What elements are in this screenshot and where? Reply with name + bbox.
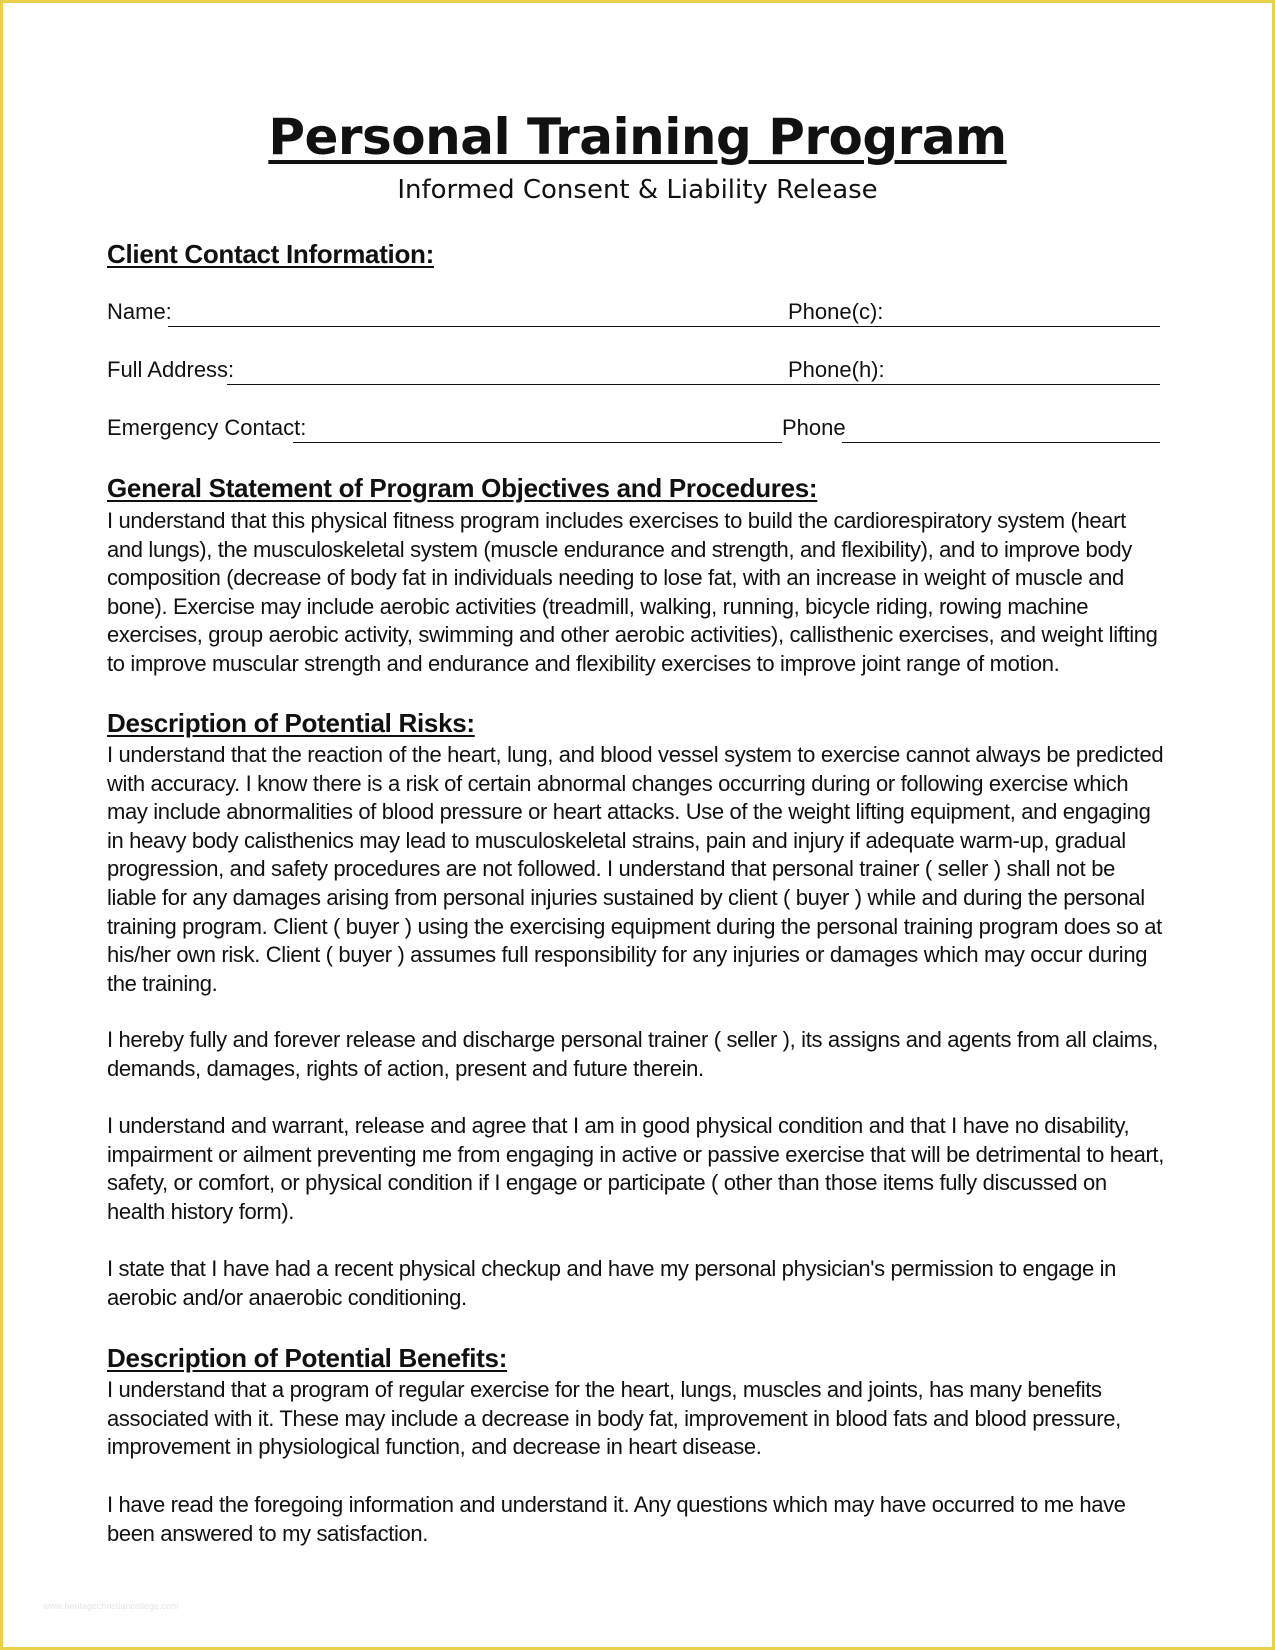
emergency-phone-label: Phone <box>782 415 846 440</box>
phone-cell-field[interactable] <box>788 326 1160 327</box>
emergency-row <box>107 413 1160 443</box>
emergency-contact-field[interactable] <box>293 442 782 443</box>
name-row <box>107 297 1160 327</box>
address-label: Full Address: <box>107 357 235 382</box>
phone-home-field[interactable] <box>788 384 1160 385</box>
risks-paragraph-2: I hereby fully and forever release and discharge personal trainer ( seller ), its assigns and agents from all claims, demands, damages, rights of action, present and future therein. <box>107 1027 1159 1081</box>
emergency-contact-label: Emergency Contact: <box>107 415 307 440</box>
watermark-text: www.heritagechristiancollege.com <box>43 1601 179 1611</box>
risks-paragraph-1: I understand that the reaction of the heart, lung, and blood vessel system to exercise cannot always be predicted with accuracy. I know there is a risk of certain abnormal changes occurring during or following exercise which may include abnormalities of blood pressure or heart attacks. Use of the weight lifting equipment, and engaging in heavy body calisthenics may lead to musculoskeletal strains, pain and injury if adequate warm-up, gradual progression, and safety procedures are not followed. I understand that personal trainer ( seller ) shall not be liable for any damages arising from personal injuries sustained by client ( buyer ) while and during the personal training program. Client ( buyer ) using the exercising equipment during the personal training program does so at his/her own risk. Client ( buyer ) assumes full responsibility for any injuries or damages which may occur during the training. <box>107 742 1164 996</box>
risks-heading: Description of Potential Risks: <box>107 708 475 738</box>
contact-heading: Client Contact Information: <box>107 239 434 269</box>
benefits-paragraph-2: I have read the foregoing information and understand it. Any questions which may have occurred to me have been answered to my satisfaction. <box>107 1492 1126 1546</box>
objectives-heading: General Statement of Program Objectives and Procedures: <box>107 473 818 503</box>
benefits-paragraph-1: I understand that a program of regular exercise for the heart, lungs, muscles and joints, has many benefits associated with it. These may include a decrease in body fat, improvement in blood fats and blood pressure, improvement in physiological function, and decrease in heart disease. <box>107 1377 1121 1460</box>
objectives-paragraph: I understand that this physical fitness program includes exercises to build the cardiorespiratory system (heart and lungs), the musculoskeletal system (muscle endurance and strength, and flexibility), and to improve body composition (decrease of body fat in individuals needing to lose fat, with an increase in weight of muscle and bone). Exercise may include aerobic activities (treadmill, walking, running, bicycle riding, rowing machine exercises, group aerobic activity, swimming and other aerobic activities), callisthenic exercises, and weight lifting to improve muscular strength and endurance and flexibility exercises to improve joint range of motion. <box>107 508 1158 676</box>
document-subtitle: Informed Consent & Liability Release <box>397 175 878 205</box>
address-row <box>107 355 1160 385</box>
benefits-heading: Description of Potential Benefits: <box>107 1343 508 1373</box>
risks-paragraph-3: I understand and warrant, release and agree that I am in good physical condition and that I have no disability, impairment or ailment preventing me from engaging in active or passive exercise that will be detrimental to heart, safety, or comfort, or physical condition if I engage or participate ( other than those items fully discussed on health history form). <box>107 1113 1164 1224</box>
name-field[interactable] <box>168 326 788 327</box>
address-field[interactable] <box>227 384 788 385</box>
document-title: Personal Training Program <box>268 108 1007 166</box>
phone-cell-label: Phone(c): <box>788 299 884 324</box>
name-label: Name: <box>107 299 172 324</box>
risks-paragraph-4: I state that I have had a recent physical checkup and have my personal physician's permission to engage in aerobic and/or anaerobic conditioning. <box>107 1256 1117 1310</box>
emergency-phone-field[interactable] <box>842 442 1160 443</box>
phone-home-label: Phone(h): <box>788 357 885 382</box>
